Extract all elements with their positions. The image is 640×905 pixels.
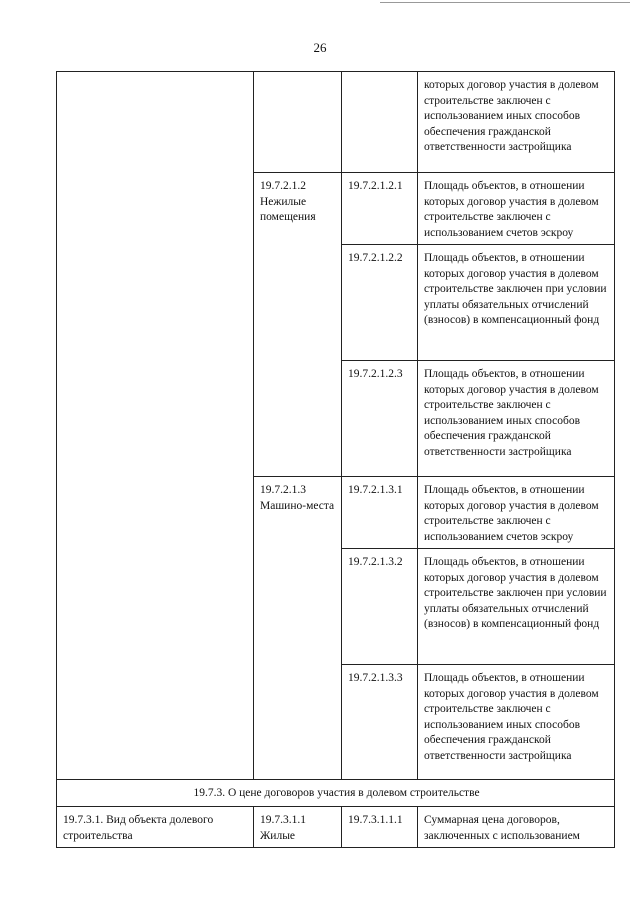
- indicators-table: [56, 71, 615, 848]
- object-type-cell: 19.7.3.1. Вид объекта долевого строительства: [57, 807, 254, 848]
- indicator-code: 19.7.2.1.3.1: [342, 477, 418, 549]
- indicator-description: которых договор участия в долевом строительстве заключен с использованием иных способов обеспечения гражданской ответственности застройщика: [418, 72, 615, 173]
- table-row: [57, 72, 615, 173]
- table-row: [57, 807, 615, 848]
- indicator-description: Площадь объектов, в отношении которых договор участия в долевом строительстве заключен с использованием иных способов обеспечения гражданской ответственности застройщика: [418, 361, 615, 477]
- indicator-code: 19.7.2.1.3.3: [342, 665, 418, 780]
- indicator-description: Суммарная цена договоров, заключенных с использованием: [418, 807, 615, 848]
- table-cell: [57, 72, 254, 780]
- indicator-code: 19.7.2.1.3.2: [342, 549, 418, 665]
- indicator-code: 19.7.2.1.2.2: [342, 245, 418, 361]
- indicator-code: 19.7.2.1.2.1: [342, 173, 418, 245]
- table-cell: [342, 72, 418, 173]
- indicator-description: Площадь объектов, в отношении которых договор участия в долевом строительстве заключен с использованием счетов эскроу: [418, 173, 615, 245]
- section-title: 19.7.3. О цене договоров участия в долевом строительстве: [57, 780, 615, 807]
- indicator-description: Площадь объектов, в отношении которых договор участия в долевом строительстве заключен при условии уплаты обязательных отчислений (взносов) в компенсационный фонд: [418, 245, 615, 361]
- indicator-description: Площадь объектов, в отношении которых договор участия в долевом строительстве заключен с использованием счетов эскроу: [418, 477, 615, 549]
- indicator-code: 19.7.3.1.1.1: [342, 807, 418, 848]
- indicator-code: 19.7.2.1.2.3: [342, 361, 418, 477]
- section-row: [57, 780, 615, 807]
- indicator-description: Площадь объектов, в отношении которых договор участия в долевом строительстве заключен с использованием иных способов обеспечения гражданской ответственности застройщика: [418, 665, 615, 780]
- page-number: 26: [313, 40, 327, 55]
- indicator-description: Площадь объектов, в отношении которых договор участия в долевом строительстве заключен при условии уплаты обязательных отчислений (взносов) в компенсационный фонд: [418, 549, 615, 665]
- group-label-nonresidential: 19.7.2.1.2 Нежилые помещения: [254, 173, 342, 477]
- top-border-line: [380, 2, 630, 3]
- group-label-residential: 19.7.3.1.1 Жилые: [254, 807, 342, 848]
- group-label-parking: 19.7.2.1.3 Машино-места: [254, 477, 342, 780]
- table-cell: [254, 72, 342, 173]
